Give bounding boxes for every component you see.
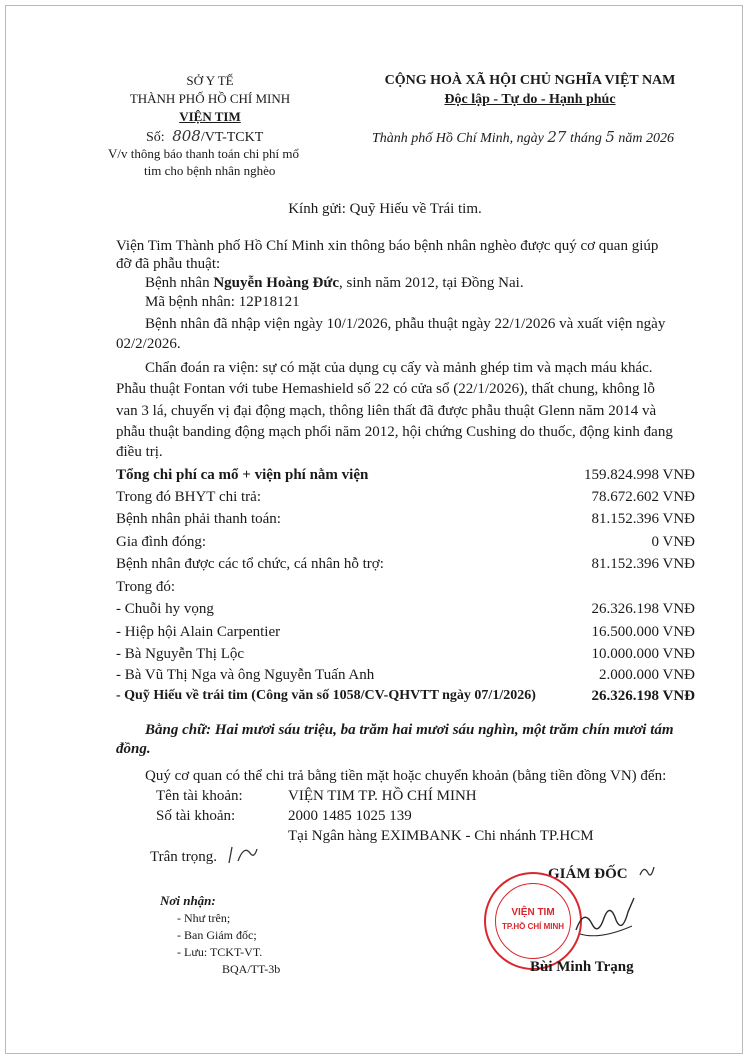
cost-patient-pay-label: Bệnh nhân phải thanh toán: [116,511,281,527]
payment-intro: Quý cơ quan có thể chi trả bằng tiền mặt hoặc chuyển khoản (bằng tiền đồng VN) đến: [145,768,667,784]
date-year: năm 2026 [618,131,675,146]
date-prefix: Thành phố Hồ Chí Minh, ngày [372,131,544,146]
dept-line: SỞ Y TẾ [186,73,234,88]
donor-name: - Hiệp hội Alain Carpentier [116,624,281,640]
cost-family-label: Gia đình đóng: [116,534,206,550]
patient-code: Mã bệnh nhân: 12P18121 [145,294,300,310]
subject-line-2: tim cho bệnh nhân nghèo [144,163,276,178]
cost-support-value: 81.152.396 VNĐ [591,556,695,572]
national-title: CỘNG HOÀ XÃ HỘI CHỦ NGHĨA VIỆT NAM [384,73,676,88]
national-motto: Độc lập - Tự do - Hạnh phúc [444,92,616,107]
diagnosis-line: Chẩn đoán ra viện: sự có mặt của dụng cụ cấy và mảnh ghép tim và mạch máu khác. [145,360,653,376]
donor-name: - Chuỗi hy vọng [116,601,214,617]
account-name: VIỆN TIM TP. HỒ CHÍ MINH [288,788,477,804]
document-number-label: Số: [146,130,165,145]
date-month-label: tháng [569,131,602,146]
stamp-line-1: VIỆN TIM [511,907,555,918]
diagnosis-line: van 3 lá, chuyển vị đại động mạch, thông liên thất đã được phẫu thuật Glenn năm 2014 và [116,403,657,419]
cost-bhyt-value: 78.672.602 VNĐ [591,489,695,505]
account-number: 2000 1485 1025 139 [288,808,412,824]
cost-total-value: 159.824.998 VNĐ [584,467,695,483]
intro-line-2: đỡ đã phẫu thuật: [116,256,221,272]
institute-name: VIỆN TIM [179,109,241,124]
patient-suffix: , sinh năm 2012, tại Đồng Nai. [339,275,524,291]
donor-amount: 26.326.198 VNĐ [591,601,695,617]
patient-name: Nguyễn Hoàng Đức [213,275,340,291]
initial-scribble [226,843,260,867]
document-number [146,127,263,146]
diagnosis-line: điều trị. [116,444,163,460]
date-day-handwritten: 27 [547,128,567,146]
signer-title: GIÁM ĐỐC [548,866,628,882]
diagnosis-line: phẫu thuật banding động mạch phổi năm 2012, hội chứng Cushing do thuốc, động kinh đang [116,424,673,440]
cost-total-label: Tổng chi phí ca mổ + viện phí nằm viện [116,467,369,483]
salutation: Kính gửi: Quỹ Hiếu về Trái tim. [288,201,482,217]
bank-name: Tại Ngân hàng EXIMBANK - Chi nhánh TP.HCM [288,828,594,844]
donor-name: - Bà Vũ Thị Nga và ông Nguyễn Tuấn Anh [116,667,375,683]
account-name-label: Tên tài khoản: [156,788,243,804]
city-line: THÀNH PHỐ HỒ CHÍ MINH [129,91,291,106]
cost-patient-pay-value: 81.152.396 VNĐ [591,511,695,527]
handwritten-signature [570,890,640,950]
patient-prefix: Bệnh nhân [145,275,214,291]
stamp-inner-ring [495,883,571,959]
closing: Trân trọng. [150,849,217,865]
admission-line-2: 02/2/2026. [116,336,181,352]
fund-value: 26.326.198 VNĐ [591,688,695,704]
cost-family-value: 0 VNĐ [651,534,695,550]
donor-amount: 10.000.000 VNĐ [591,646,695,662]
admission-line-1: Bệnh nhân đã nhập viện ngày 10/1/2026, phẫu thuật ngày 22/1/2026 và xuất viện ngày [145,316,666,332]
diagnosis-line: Phẫu thuật Fontan với tube Hemashield số 22 có cửa sổ (22/1/2026), thất chung, không lỗ [116,381,655,397]
amount-in-words-line-1: Bằng chữ: Hai mươi sáu triệu, ba trăm hai mươi sáu nghìn, một trăm chín mươi tám [145,722,674,738]
patient-info [145,275,524,292]
account-number-label: Số tài khoản: [156,808,236,824]
document-date [372,128,674,147]
fund-label: - Quỹ Hiếu về trái tim (Công văn số 1058/CV-QHVTT ngày 07/1/2026) [116,688,536,703]
recipient-code: BQA/TT-3b [222,962,281,976]
recipient-item: - Ban Giám đốc; [177,928,257,942]
intro-line-1: Viện Tim Thành phố Hồ Chí Minh xin thông báo bệnh nhân nghèo được quý cơ quan giúp [116,238,659,254]
donor-amount: 16.500.000 VNĐ [591,624,695,640]
official-stamp [484,872,582,970]
recipients-title: Nơi nhận: [160,893,216,908]
recipient-item: - Như trên; [177,911,231,925]
donor-amount: 2.000.000 VNĐ [599,667,695,683]
document-number-suffix: /VT-TCKT [200,130,264,145]
cost-breakdown-label: Trong đó: [116,579,176,595]
amount-in-words-line-2: đồng. [116,741,151,757]
stamp-line-2: TP.HỒ CHÍ MINH [501,922,565,931]
cost-bhyt-label: Trong đó BHYT chi trả: [116,489,262,505]
document-number-handwritten: 808 [172,127,201,145]
subject-line-1: V/v thông báo thanh toán chi phí mổ [108,146,300,161]
cost-support-label: Bệnh nhân được các tổ chức, cá nhân hỗ trợ: [116,556,384,572]
recipient-item: - Lưu: TCKT-VT. [177,945,263,959]
date-month-handwritten: 5 [605,128,615,146]
donor-name: - Bà Nguyễn Thị Lộc [116,646,245,662]
signer-name: Bùi Minh Trạng [530,959,634,975]
signer-mark [637,861,657,883]
